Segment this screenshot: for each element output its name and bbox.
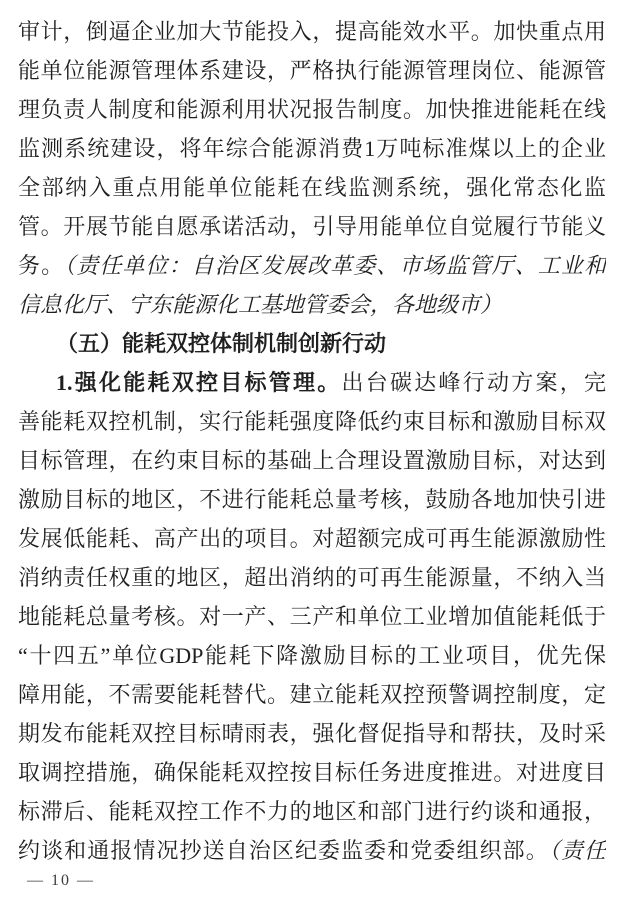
text-line: 能单位能源管理体系建设，严格执行能源管理岗位、能源管 — [18, 58, 606, 83]
section-heading: （五）能耗双控体制机制创新行动 — [56, 331, 387, 356]
text-line: “十四五”单位GDP能耗下降激励目标的工业项目，优先保 — [18, 643, 606, 668]
text-line: 障用能，不需要能耗替代。建立能耗双控预警调控制度，定 — [18, 682, 606, 707]
text-line-responsibility-start — [18, 831, 606, 870]
text-line: 审计，倒逼企业加大节能投入，提高能效水平。加快重点用 — [18, 19, 606, 44]
text-line: 地能耗总量考核。对一产、三产和单位工业增加值能耗低于 — [18, 604, 606, 629]
text-line: 理负责人制度和能源利用状况报告制度。加快推进能耗在线 — [18, 97, 606, 122]
text-line-responsibility-start — [18, 246, 606, 285]
text-line: 管。开展节能自愿承诺活动，引导用能单位自觉履行节能义 — [18, 214, 606, 239]
text-line-subitem-start — [18, 363, 606, 402]
subitem-title-segment: 1.强化能耗双控目标管理。 — [56, 370, 342, 395]
text-line: 善能耗双控机制，实行能耗强度降低约束目标和激励目标双 — [18, 409, 606, 434]
responsibility-unit-segment: （责任单位：自治区发展改革委、市场监管厅、工业和 — [64, 253, 606, 278]
text-segment: 出台碳达峰行动方案，完 — [341, 370, 606, 395]
text-line: 目标管理，在约束目标的基础上合理设置激励目标，对达到 — [18, 448, 606, 473]
text-line: 消纳责任权重的地区，超出消纳的可再生能源量，不纳入当 — [18, 565, 606, 590]
text-line-responsibility-end: 信息化厅、宁东能源化工基地管委会，各地级市） — [18, 292, 503, 317]
text-line: 期发布能耗双控目标晴雨表，强化督促指导和帮扶，及时采 — [18, 721, 606, 746]
text-line: 激励目标的地区，不进行能耗总量考核，鼓励各地加快引进 — [18, 487, 606, 512]
responsibility-unit-segment: （责任 — [548, 838, 606, 863]
text-block — [18, 12, 606, 870]
text-segment: 务。 — [18, 253, 65, 278]
text-segment: 约谈和通报情况抄送自治区纪委监委和党委组织部。 — [18, 838, 549, 863]
text-line: 监测系统建设，将年综合能源消费1万吨标准煤以上的企业 — [18, 136, 606, 161]
text-line: 全部纳入重点用能单位能耗在线监测系统，强化常态化监 — [18, 175, 606, 200]
text-line: 标滞后、能耗双控工作不力的地区和部门进行约谈和通报， — [18, 799, 606, 824]
text-line: 取调控措施，确保能耗双控按目标任务进度推进。对进度目 — [18, 760, 606, 785]
page-number: — 10 — — [27, 872, 95, 889]
text-line: 发展低能耗、高产出的项目。对超额完成可再生能源激励性 — [18, 526, 606, 551]
